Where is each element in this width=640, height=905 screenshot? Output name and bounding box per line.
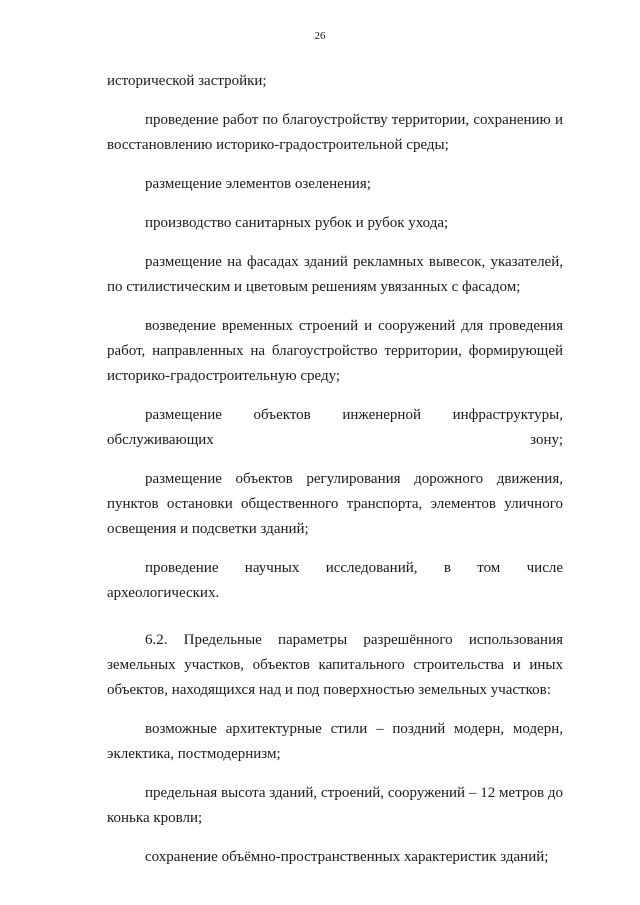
paragraph-historic-buildings: исторической застройки; (107, 73, 267, 89)
paragraph-sanitary-cutting: производство санитарных рубок и рубок ухода; (145, 215, 449, 231)
paragraph-greenery: размещение элементов озеленения; (145, 176, 371, 192)
page-number: 26 (314, 30, 326, 42)
paragraph-traffic-regulation: размещение объектов регулирования дорожного движения, пунктов остановки общественного транспорта, элементов уличного освещения и подсветки зданий; (107, 471, 563, 537)
paragraph-building-height: предельная высота зданий, строений, сооружений – 12 метров до конька кровли; (107, 785, 563, 826)
paragraph-engineering-infrastructure: размещение объектов инженерной инфраструктуры, обслуживающих зону; (107, 407, 563, 448)
paragraph-scientific-research: проведение научных исследований, в том числе археологических. (107, 560, 563, 601)
paragraph-facade-signage: размещение на фасадах зданий рекламных вывесок, указателей, по стилистическим и цветовым решениям увязанных с фасадом; (107, 254, 563, 295)
paragraph-landscaping-works: проведение работ по благоустройству территории, сохранению и восстановлению историко-градостроительной среды; (107, 112, 563, 153)
paragraph-architectural-styles: возможные архитектурные стили – поздний модерн, модерн, эклектика, постмодернизм; (107, 721, 563, 762)
paragraph-temporary-structures: возведение временных строений и сооружений для проведения работ, направленных на благоустройство территории, формирующей историко-градостроительную среду; (107, 318, 563, 384)
paragraph-volume-preservation: сохранение объёмно-пространственных характеристик зданий; (145, 849, 549, 865)
paragraph-section-6-2: 6.2. Предельные параметры разрешённого использования земельных участков, объектов капитального строительства и иных объектов, находящихся над и под поверхностью земельных участков: (107, 632, 563, 698)
document-body (107, 69, 563, 884)
